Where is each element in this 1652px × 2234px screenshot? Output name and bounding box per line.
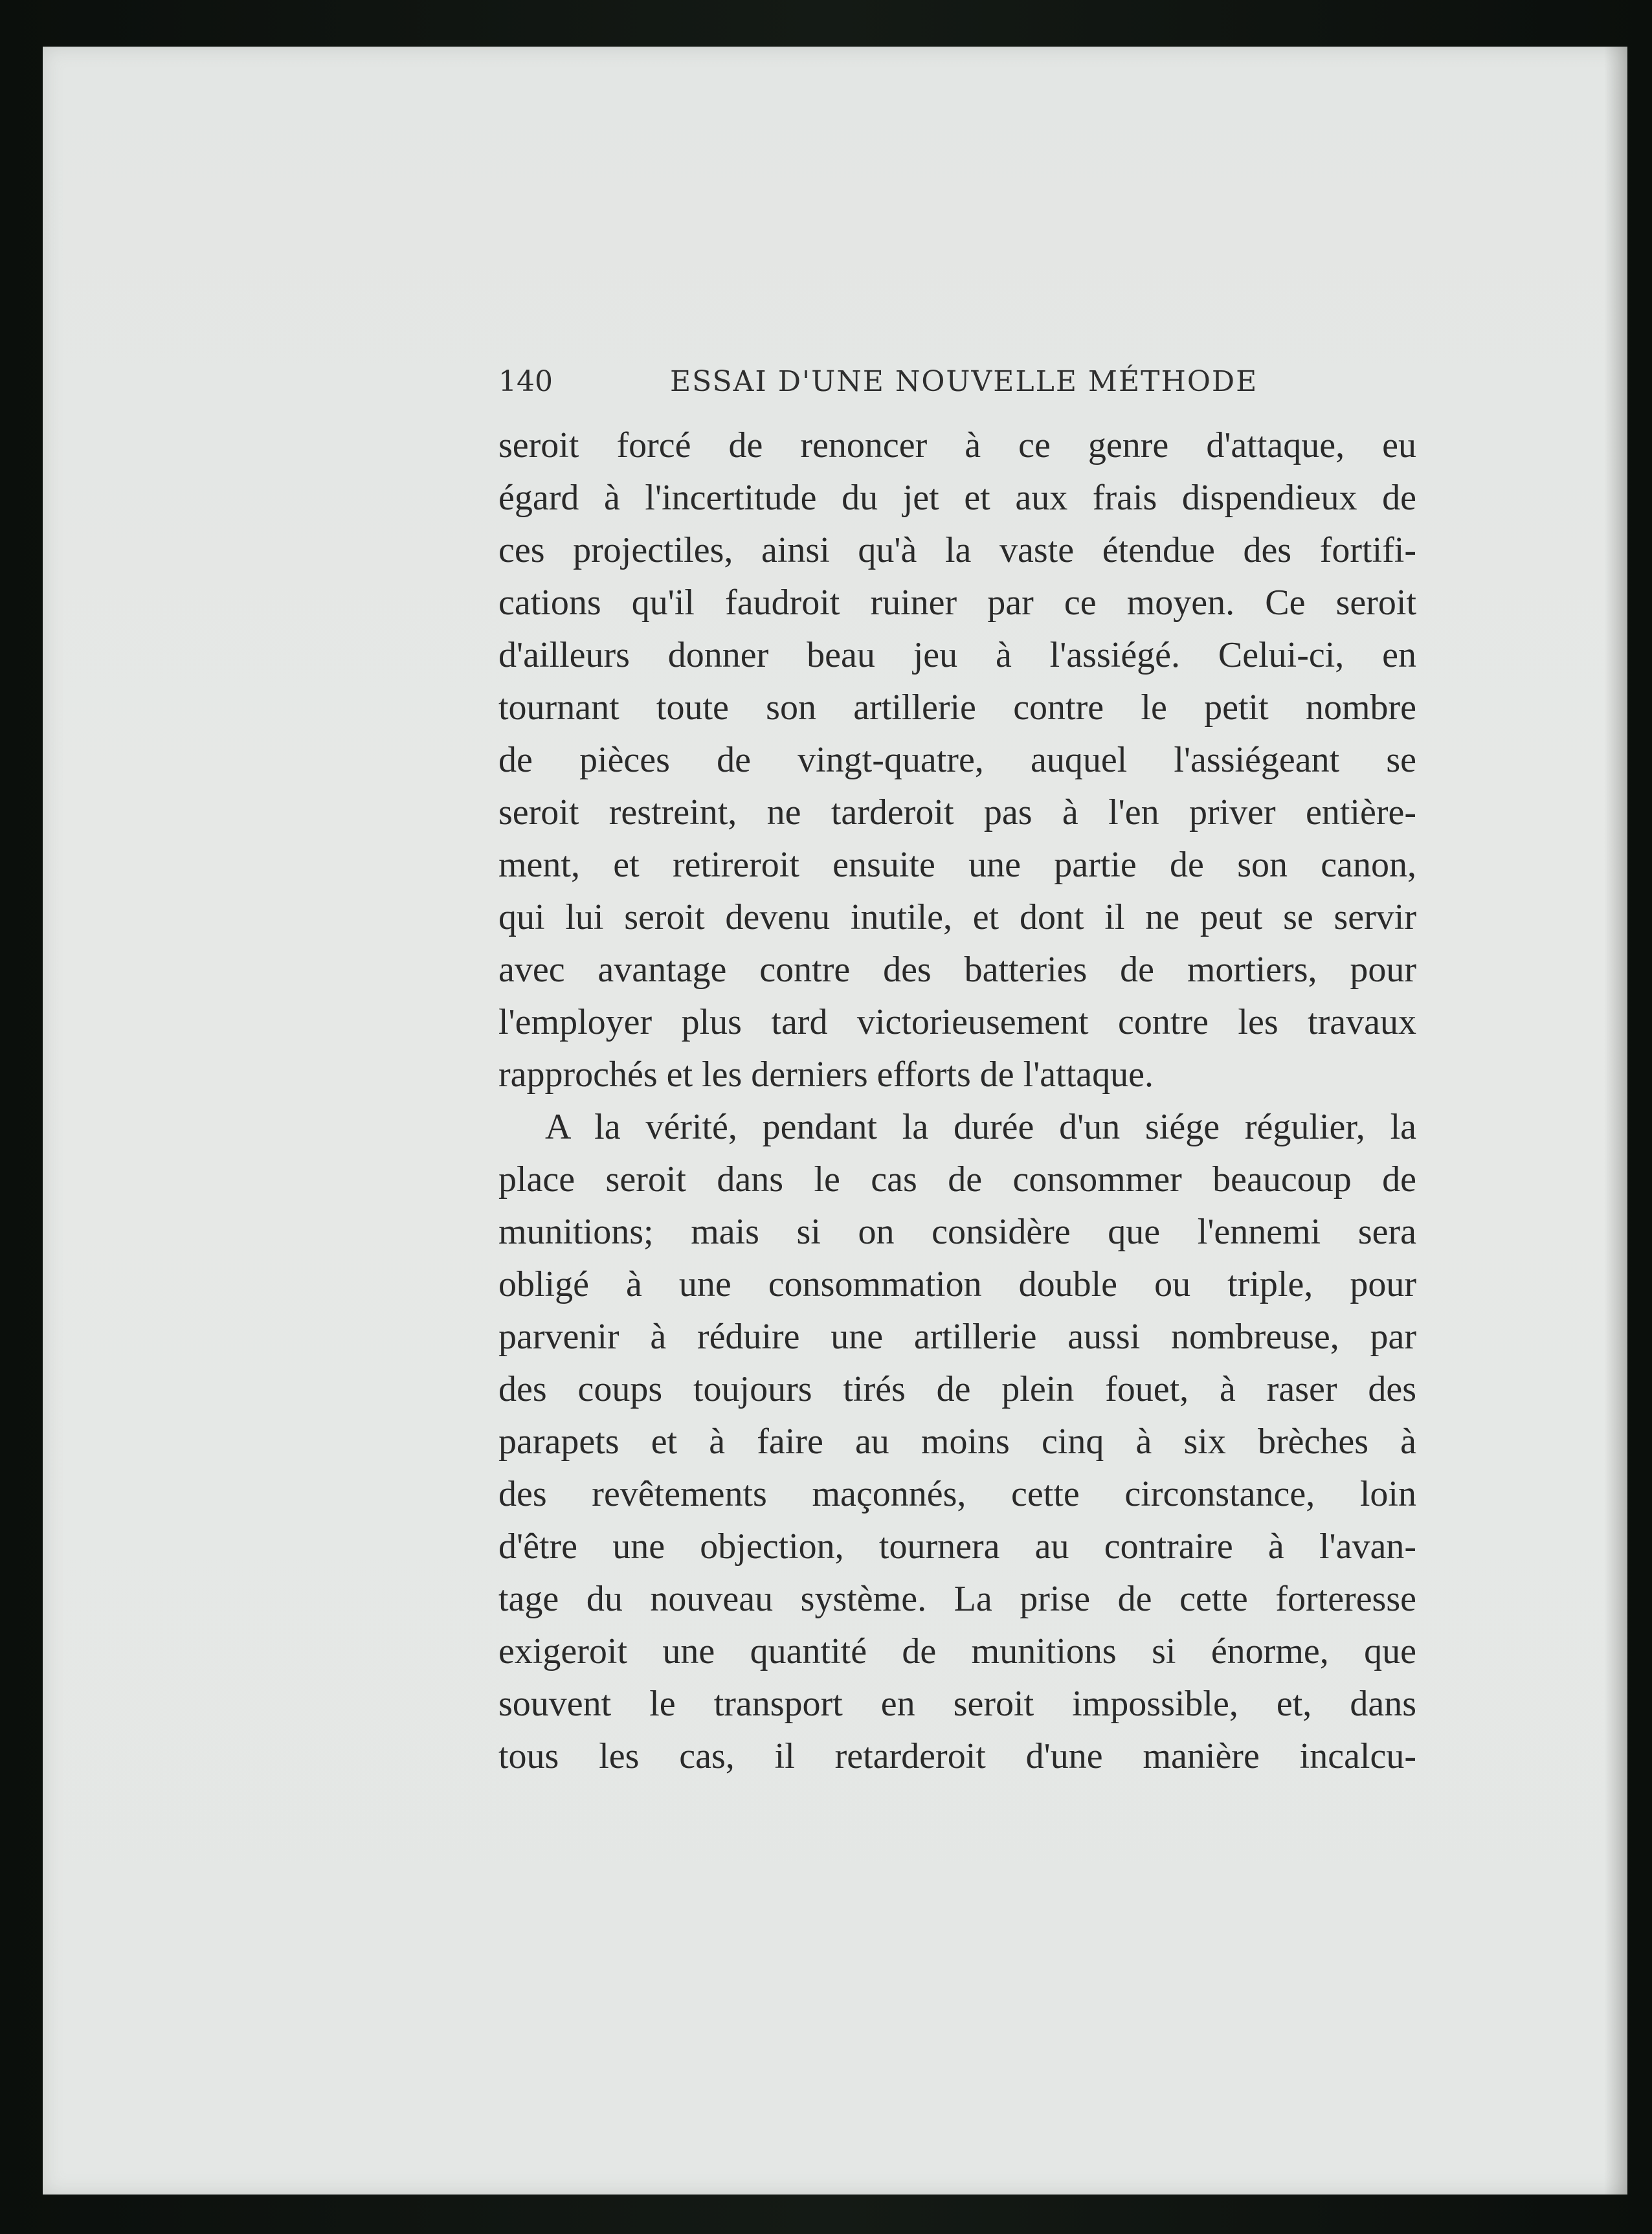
paragraph-2	[498, 1101, 1416, 1783]
text-line: des coups toujours tirés de plein fouet, à raser des	[498, 1369, 1416, 1409]
text-line: A la vérité, pendant la durée d'un siége régulier, la	[545, 1107, 1416, 1147]
text-line: munitions; mais si on considère que l'ennemi sera	[498, 1212, 1416, 1252]
text-line: égard à l'incertitude du jet et aux frais dispendieux de	[498, 478, 1416, 518]
text-line: des revêtements maçonnés, cette circonstance, loin	[498, 1474, 1416, 1514]
text-line: tous les cas, il retarderoit d'une manière incalcu-	[498, 1736, 1416, 1776]
text-line: d'ailleurs donner beau jeu à l'assiégé. Celui-ci, en	[498, 635, 1416, 675]
body-text	[498, 419, 1416, 1783]
text-line: tage du nouveau système. La prise de cette forteresse	[498, 1579, 1416, 1619]
text-line: rapprochés et les derniers efforts de l'attaque.	[498, 1055, 1154, 1095]
running-header	[498, 363, 1414, 401]
text-line: qui lui seroit devenu inutile, et dont il ne peut se servir	[498, 897, 1416, 937]
text-line: seroit forcé de renoncer à ce genre d'attaque, eu	[498, 425, 1416, 465]
text-line: exigeroit une quantité de munitions si énorme, que	[498, 1631, 1416, 1671]
text-line: ment, et retireroit ensuite une partie de son canon,	[498, 845, 1416, 885]
text-line: l'employer plus tard victorieusement contre les travaux	[498, 1002, 1416, 1042]
text-line: obligé à une consommation double ou triple, pour	[498, 1264, 1416, 1304]
text-line: de pièces de vingt-quatre, auquel l'assiégeant se	[498, 740, 1416, 780]
text-line: cations qu'il faudroit ruiner par ce moyen. Ce seroit	[498, 583, 1416, 623]
paragraph-1	[498, 419, 1416, 1101]
text-line: souvent le transport en seroit impossible, et, dans	[498, 1684, 1416, 1724]
text-line: parvenir à réduire une artillerie aussi nombreuse, par	[498, 1317, 1416, 1357]
text-line: seroit restreint, ne tarderoit pas à l'en priver entière-	[498, 792, 1416, 832]
text-line: d'être une objection, tournera au contraire à l'avan-	[498, 1526, 1416, 1567]
text-line: ces projectiles, ainsi qu'à la vaste étendue des fortifi-	[498, 530, 1416, 570]
text-line: place seroit dans le cas de consommer beaucoup de	[498, 1159, 1416, 1200]
text-line: parapets et à faire au moins cinq à six brèches à	[498, 1422, 1416, 1462]
page-edge-shadow	[1604, 47, 1627, 2195]
running-title: ESSAI D'UNE NOUVELLE MÉTHODE	[670, 365, 1258, 398]
text-line: tournant toute son artillerie contre le petit nombre	[498, 687, 1416, 728]
text-line: avec avantage contre des batteries de mortiers, pour	[498, 950, 1416, 990]
page-number: 140	[498, 365, 553, 398]
